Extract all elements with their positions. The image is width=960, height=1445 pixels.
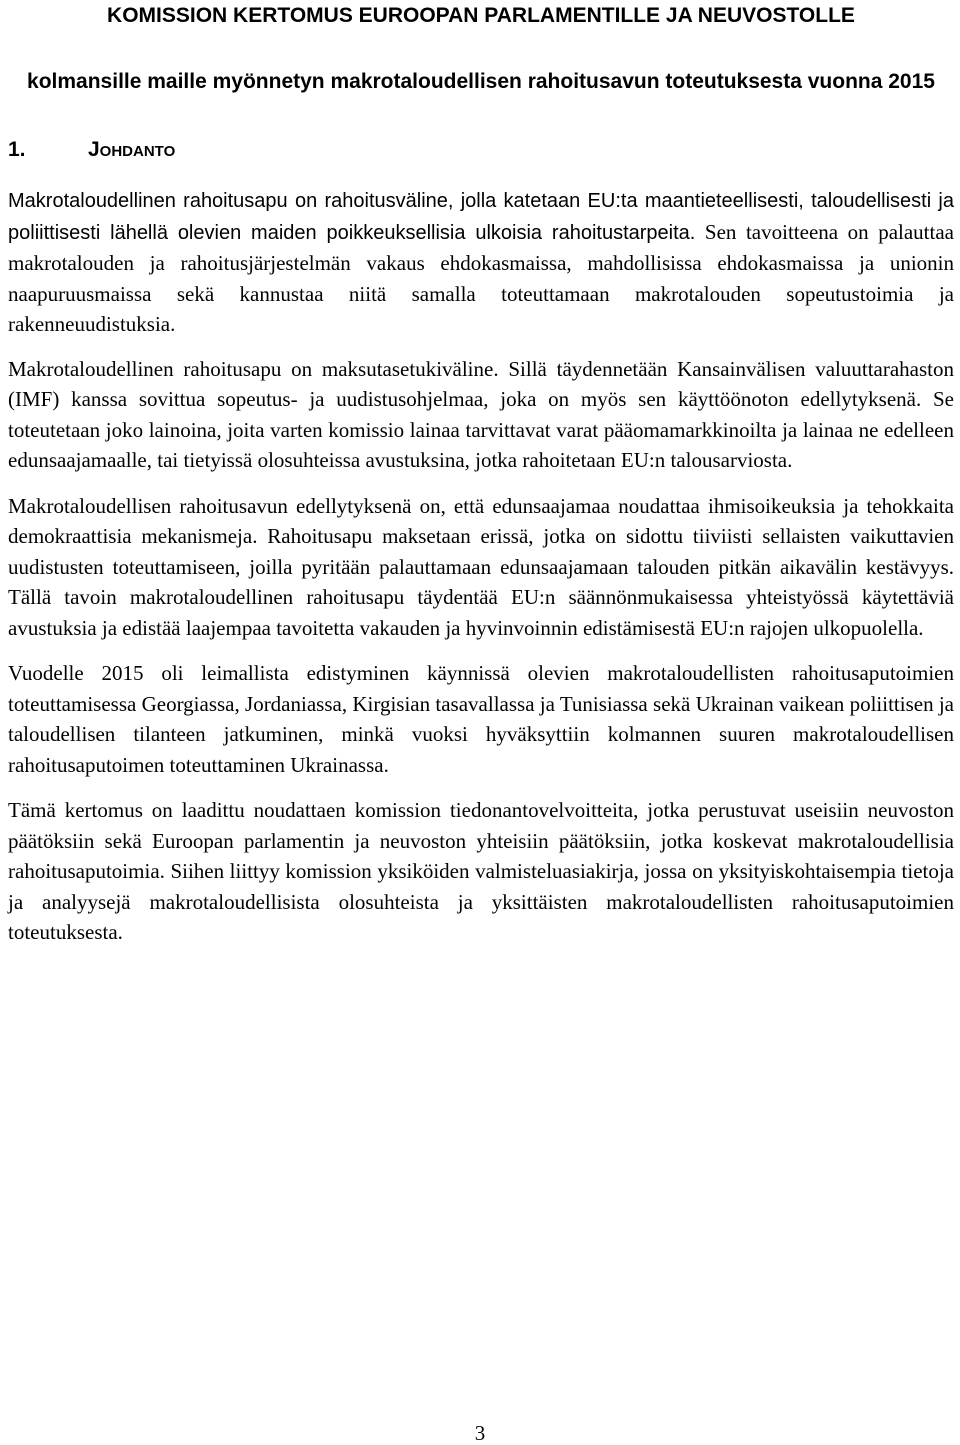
page-number: 3 xyxy=(474,1421,486,1445)
paragraph-1-rest: Sen tavoitteena on palauttaa makrotalouden ja rahoitusjärjestelmän vakaus ehdokasmaissa, mahdollisissa ehdokasmaissa ja unionin naapuruusmaissa sekä kannustaa niitä samalla toteuttamaan makrotalouden sopeutustoimia ja rakenneuudistuksia. xyxy=(8,219,954,336)
section-heading xyxy=(8,134,954,165)
paragraph-2: Makrotaloudellinen rahoitusapu on maksutasetukiväline. Sillä täydennetään Kansainvälisen valuuttarahaston (IMF) kanssa sovittua sopeutus- ja uudistusohjelmaa, joka on myös sen käyttöönoton edellytyksenä. Se toteutetaan joko lainoina, joita varten komissio lainaa tarvittavat varat pääomamarkkinoilta ja lainaa ne edelleen edunsaajamaalle, tai tietyissä olosuhteissa avustuksina, jotka rahoitetaan EU:n talousarviosta. xyxy=(8,356,954,472)
document-subtitle: kolmansille maille myönnetyn makrotaloudellisen rahoitusavun toteutuksesta vuonna 2015 xyxy=(27,70,935,93)
paragraph-1-lead: Makrotaloudellinen rahoitusapu on rahoitusväline, jolla katetaan EU:ta maantieteellisesti, taloudellisesti ja poliittisesti lähellä olevien maiden poikkeuksellisia ulkoisia rahoitustarpeita. xyxy=(8,190,954,244)
section-title: Johdanto xyxy=(88,138,176,161)
paragraph-4: Vuodelle 2015 oli leimallista edistyminen käynnissä olevien makrotaloudellisten rahoitusaputoimien toteuttamisessa Georgiassa, Jordaniassa, Kirgisian tasavallassa ja Tunisiassa sekä Ukrainan vaikean poliittisen ja taloudellisen tilanteen jatkuminen, minkä vuoksi hyväksyttiin kolmannen suuren makrotaloudellisen rahoitusaputoimen toteuttaminen Ukrainassa. xyxy=(8,661,954,777)
document-title: KOMISSION KERTOMUS EUROOPAN PARLAMENTILLE JA NEUVOSTOLLE xyxy=(107,4,855,27)
section-number: 1. xyxy=(8,138,26,161)
paragraph-3: Makrotaloudellisen rahoitusavun edellytyksenä on, että edunsaajamaa noudattaa ihmisoikeuksia ja tehokkaita demokraattisia mekanismeja. Rahoitusapu maksetaan erissä, jotka on sidottu tiiviisti sellaisten vaikuttavien uudistusten toteuttamiseen, joilla pyritään palauttamaan edunsaajamaan talouden pitkän aikavälin kestävyys. Tällä tavoin makrotaloudellinen rahoitusapu täydentää EU:n säännönmukaisessa yhteistyössä käytettäviä avustuksia ja edistää laajempaa tavoitetta vakauden ja hyvinvoinnin edistämisestä EU:n rajojen ulkopuolella. xyxy=(8,493,954,640)
paragraph-1 xyxy=(8,185,954,340)
paragraph-5: Tämä kertomus on laadittu noudattaen komission tiedonantovelvoitteita, jotka perustuvat useisiin neuvoston päätöksiin sekä Euroopan parlamentin ja neuvoston yhteisiin päätöksiin, jotka koskevat makrotaloudellisia rahoitusaputoimia. Siihen liittyy komission yksiköiden valmisteluasiakirja, jossa on yksityiskohtaisempia tietoja ja analyysejä makrotaloudellisista olosuhteista ja yksittäisten makrotaloudellisten rahoitusaputoimien toteutuksesta. xyxy=(8,798,954,944)
